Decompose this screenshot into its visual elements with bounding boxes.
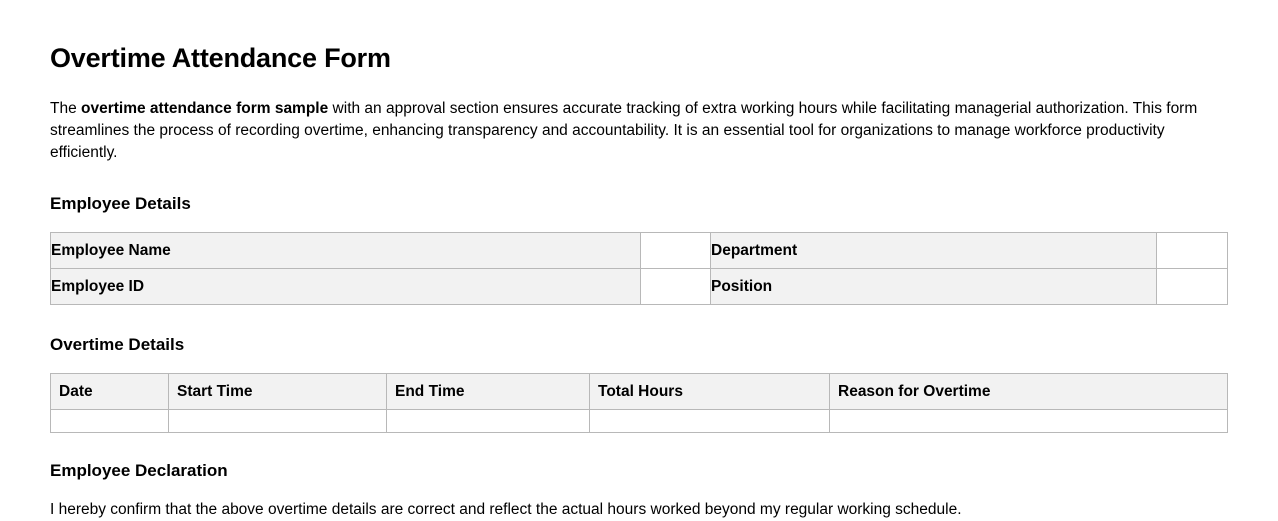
employee-id-label: Employee ID	[51, 269, 641, 305]
column-header-end-time: End Time	[387, 374, 590, 410]
cell-end-time[interactable]	[387, 410, 590, 433]
table-row	[51, 233, 1228, 269]
intro-text-after: with an approval section ensures accurate tracking of extra working hours while facilitating managerial authorization. This form streamlines the process of recording overtime, enhancing transparency and accountability. It is an essential tool for organizations to manage workforce productivity efficiently.	[50, 100, 1198, 162]
department-label: Department	[711, 233, 1157, 269]
table-header-row	[51, 374, 1228, 410]
section-heading-employee-details: Employee Details	[50, 194, 191, 214]
section-heading-overtime-details: Overtime Details	[50, 335, 185, 355]
column-header-date: Date	[51, 374, 169, 410]
column-header-total-hours: Total Hours	[590, 374, 830, 410]
intro-text-bold: overtime attendance form sample	[81, 100, 329, 118]
table-row	[51, 410, 1228, 433]
position-field[interactable]	[1157, 269, 1228, 305]
cell-reason[interactable]	[830, 410, 1228, 433]
page-title: Overtime Attendance Form	[50, 43, 391, 73]
position-label: Position	[711, 269, 1157, 305]
employee-name-field[interactable]	[641, 233, 711, 269]
table-row	[51, 269, 1228, 305]
employee-details-table	[50, 232, 1228, 305]
section-heading-employee-declaration: Employee Declaration	[50, 461, 228, 481]
overtime-details-table	[50, 373, 1228, 433]
department-field[interactable]	[1157, 233, 1228, 269]
column-header-reason: Reason for Overtime	[830, 374, 1228, 410]
employee-name-label: Employee Name	[51, 233, 641, 269]
column-header-start-time: Start Time	[169, 374, 387, 410]
employee-id-field[interactable]	[641, 269, 711, 305]
intro-text-before: The	[50, 100, 82, 118]
cell-total-hours[interactable]	[590, 410, 830, 433]
cell-start-time[interactable]	[169, 410, 387, 433]
declaration-text: I hereby confirm that the above overtime details are correct and reflect the actual hours worked beyond my regular working schedule.	[50, 501, 962, 519]
cell-date[interactable]	[51, 410, 169, 433]
intro-paragraph	[50, 98, 1210, 164]
